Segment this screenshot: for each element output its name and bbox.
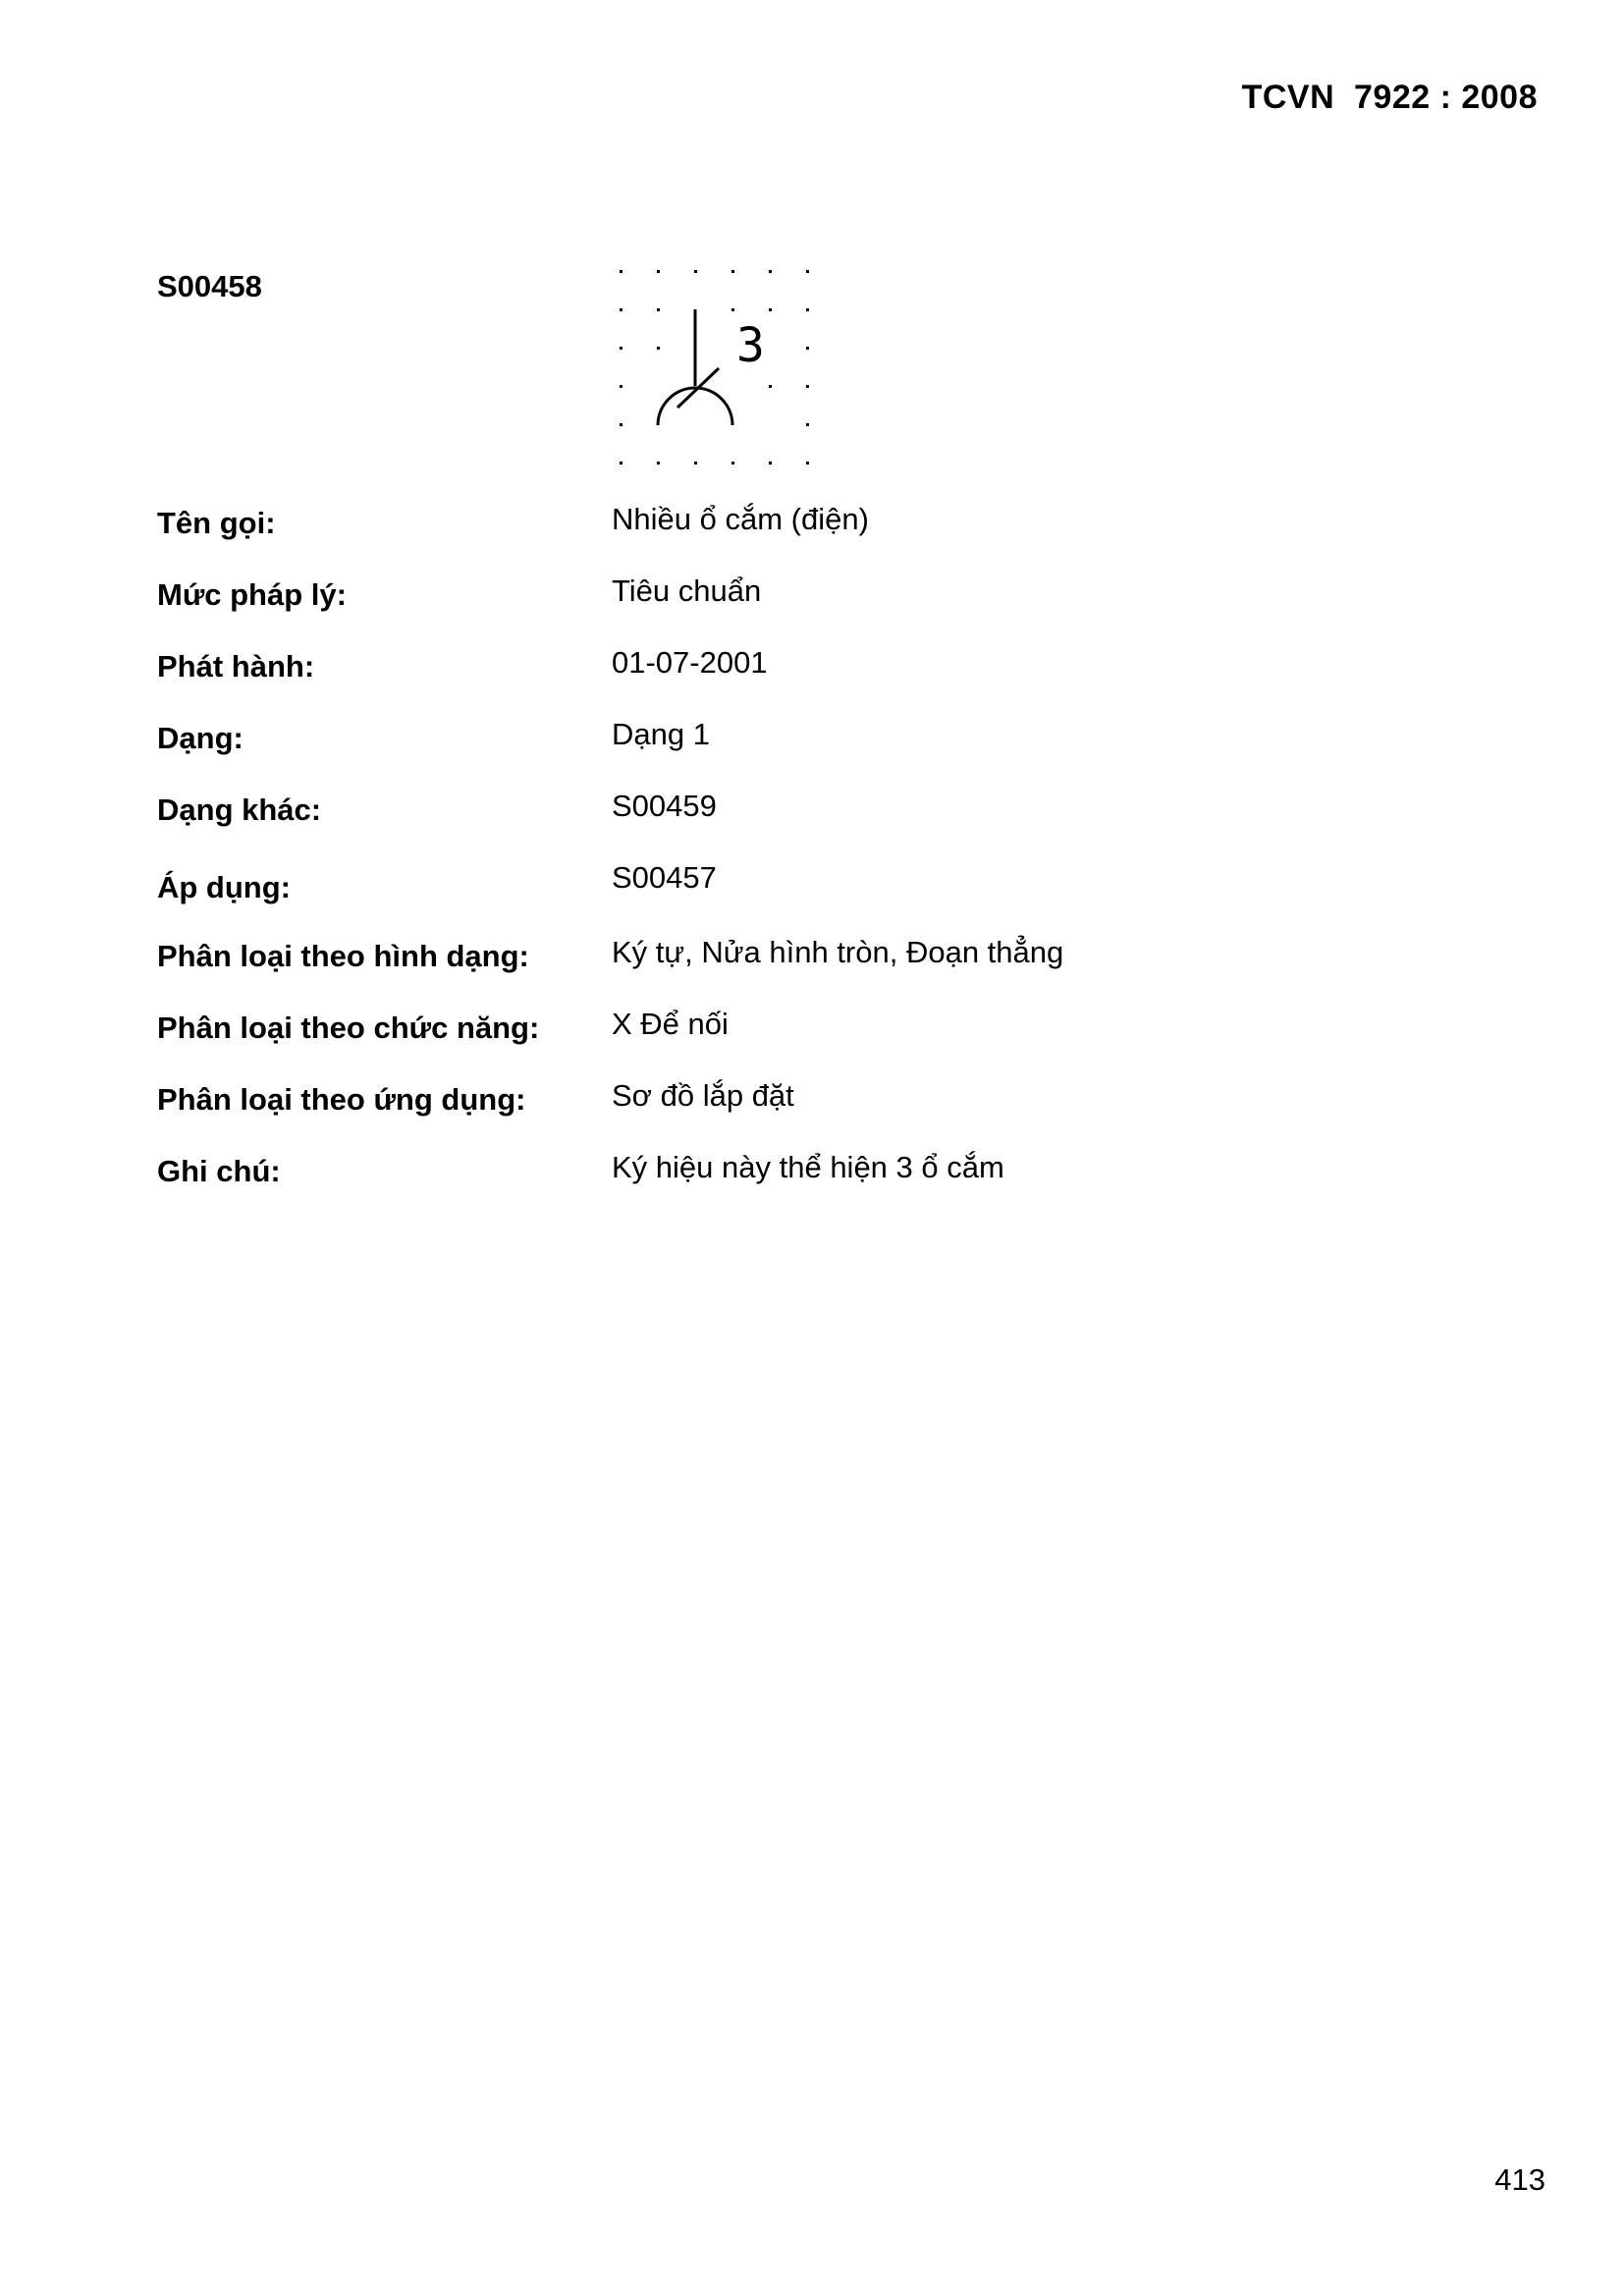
field-row-ghi-chu [157, 1150, 1434, 1226]
standard-code: TCVN 7922 : 2008 [1241, 79, 1538, 116]
field-label: Tên gọi: [157, 506, 276, 540]
field-value: X Để nối [612, 1007, 729, 1041]
field-label: Dạng khác: [157, 793, 322, 827]
socket-count-label: 3 [736, 318, 765, 373]
field-value: Sơ đồ lắp đặt [612, 1078, 794, 1113]
symbol-id: S00458 [157, 269, 262, 303]
field-row-ap-dung [157, 860, 1434, 939]
field-row-dang-khac [157, 789, 1434, 864]
field-row-phat-hanh [157, 645, 1434, 721]
field-label: Dạng: [157, 721, 244, 755]
grid-dots [620, 270, 809, 465]
field-row-dang [157, 717, 1434, 793]
field-value: Tiêu chuẩn [612, 574, 762, 608]
field-value: Dạng 1 [612, 717, 710, 751]
field-value: Ký hiệu này thể hiện 3 ổ cắm [612, 1150, 1004, 1184]
field-value: Ký tự, Nửa hình tròn, Đoạn thẳng [612, 935, 1064, 969]
field-row-phan-loai-chuc-nang [157, 1007, 1434, 1082]
field-value: 01-07-2001 [612, 645, 768, 680]
field-list [157, 502, 1434, 1226]
page-number: 413 [1494, 2162, 1545, 2197]
field-row-ten-goi [157, 502, 1434, 577]
field-row-phan-loai-hinh-dang [157, 935, 1434, 1011]
field-row-phan-loai-ung-dung [157, 1078, 1434, 1154]
field-value: S00457 [612, 860, 717, 895]
field-label: Phân loại theo chức năng: [157, 1011, 540, 1045]
field-label: Áp dụng: [157, 870, 292, 904]
field-label: Ghi chú: [157, 1154, 281, 1188]
field-value: S00459 [612, 789, 717, 823]
socket-arc [658, 388, 732, 425]
field-row-muc-phap-ly [157, 574, 1434, 649]
multiple-socket-outlet-icon [609, 260, 825, 476]
field-label: Mức pháp lý: [157, 577, 347, 612]
tick-line [677, 368, 719, 408]
field-value: Nhiều ổ cắm (điện) [612, 502, 869, 536]
field-label: Phân loại theo hình dạng: [157, 939, 529, 973]
field-label: Phát hành: [157, 649, 315, 683]
field-label: Phân loại theo ứng dụng: [157, 1082, 526, 1117]
